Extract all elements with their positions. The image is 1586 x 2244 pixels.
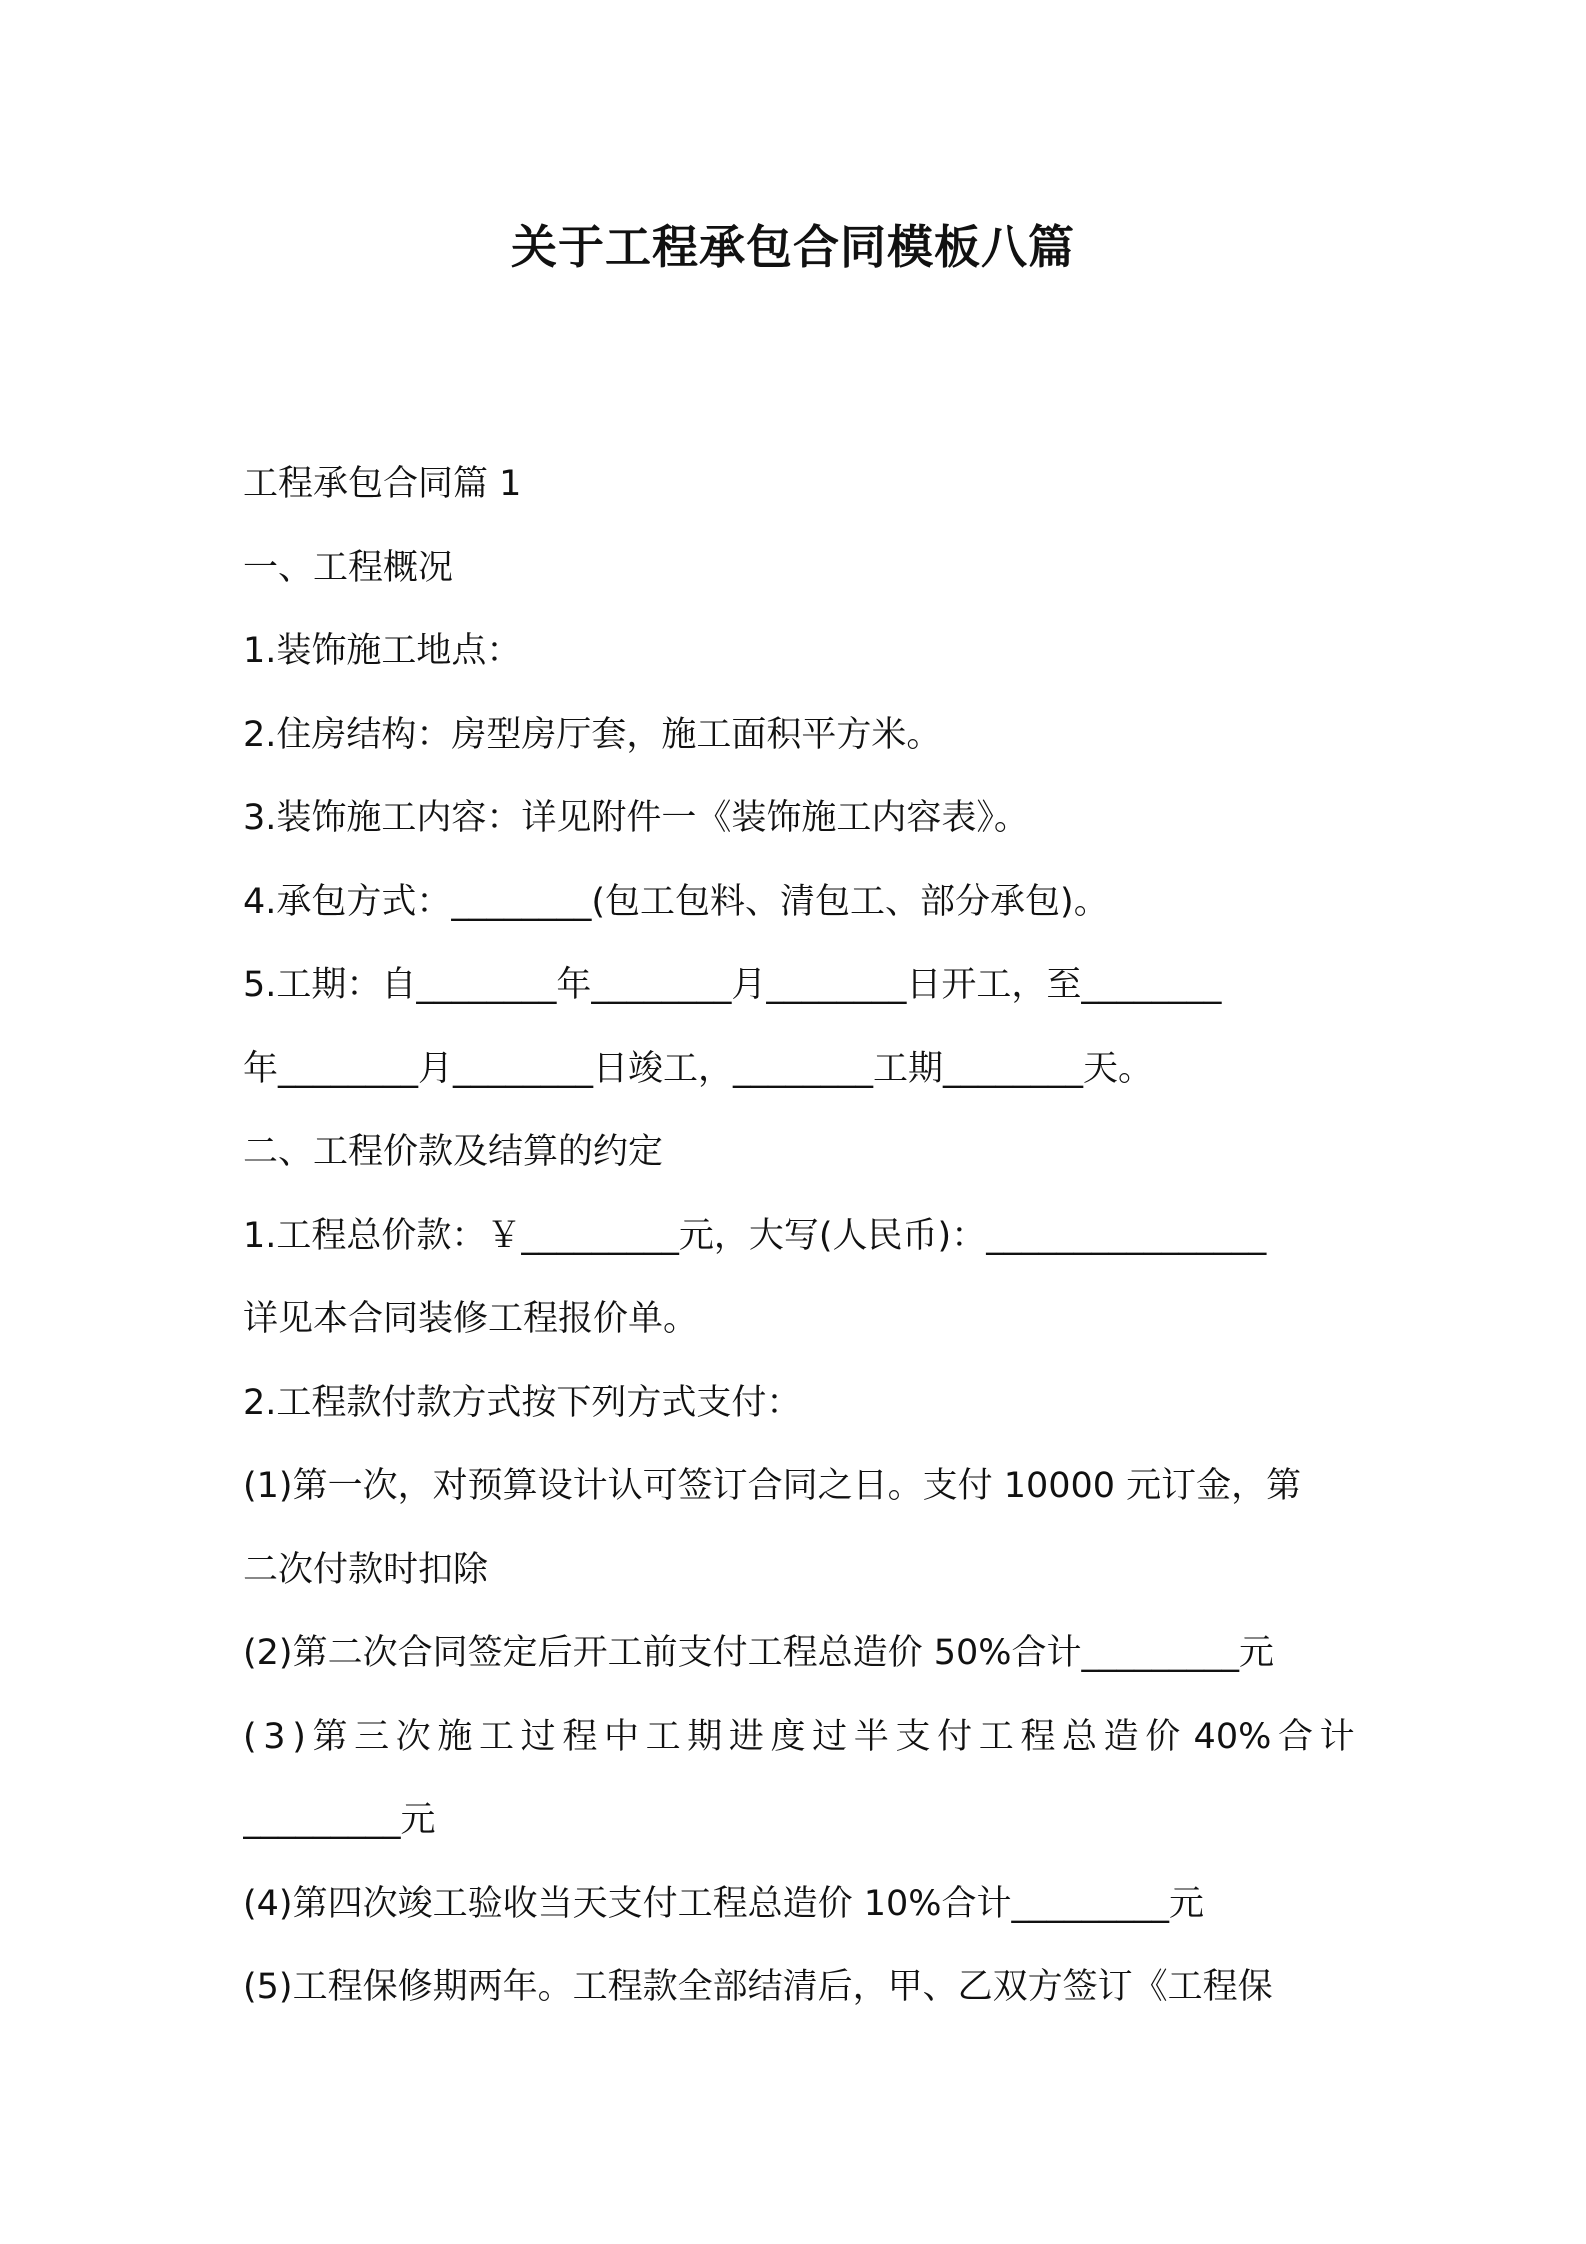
paragraph-line: 2.住房结构：房型房厅套，施工面积平方米。 <box>243 714 942 755</box>
paragraph-line: 2.工程款付款方式按下列方式支付： <box>243 1382 802 1423</box>
paragraph-line-justified: ( 3 ) 第 三 次 施 工 过 程 中 工 期 进 度 过 半 支 付 工 程 总 造 价 40% 合 计 <box>243 1716 1355 1757</box>
paragraph-line: (1)第一次，对预算设计认可签订合同之日。支付 10000 元订金，第 <box>243 1466 1302 1506</box>
paragraph-line: 4.承包方式：________(包工包料、清包工、部分承包)。 <box>243 881 1109 922</box>
paragraph-line: 年________月________日竣工，________工期________天。 <box>243 1048 1154 1089</box>
section-heading: 工程承包合同篇 1 <box>243 464 522 504</box>
paragraph-line: _________元 <box>243 1800 436 1840</box>
document-body <box>243 443 1355 2030</box>
chapter-heading: 二、工程价款及结算的约定 <box>243 1132 664 1172</box>
paragraph-line: 1.装饰施工地点： <box>243 631 522 671</box>
paragraph-line: 详见本合同装修工程报价单。 <box>243 1299 699 1339</box>
paragraph-line: (2)第二次合同签定后开工前支付工程总造价 50%合计_________元 <box>243 1633 1274 1673</box>
paragraph-line: 二次付款时扣除 <box>243 1549 489 1590</box>
paragraph-line: (4)第四次竣工验收当天支付工程总造价 10%合计_________元 <box>243 1883 1204 1924</box>
document-title: 关于工程承包合同模板八篇 <box>511 220 1075 274</box>
paragraph-line: 3.装饰施工内容：详见附件一《装饰施工内容表》。 <box>243 798 1029 838</box>
paragraph-line: 1.工程总价款：￥_________元，大写(人民币)：________________ <box>243 1215 1267 1256</box>
paragraph-line: (5)工程保修期两年。工程款全部结清后，甲、乙双方签订《工程保 <box>243 1967 1273 2007</box>
paragraph-line: 5.工期：自________年________月________日开工，至________ <box>243 965 1222 1005</box>
chapter-heading: 一、工程概况 <box>243 547 454 588</box>
